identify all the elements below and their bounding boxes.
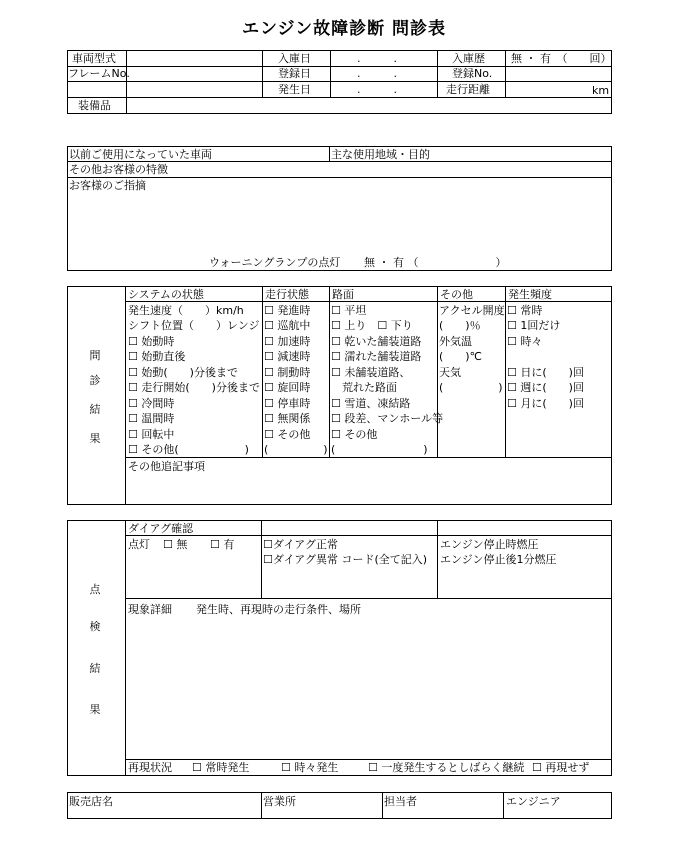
phenomenon-detail-hint: 発生時、再現時の走行条件、場所	[196, 603, 361, 616]
system-item-shift[interactable]: シフト位置（ ）レンジ	[128, 319, 260, 332]
road-item-rough: 荒れた路面	[331, 381, 397, 394]
diag-check-header: ダイアグ確認	[128, 522, 194, 535]
road-item-slope[interactable]: ☐ 上り ☐ 下り	[331, 319, 413, 332]
running-item-decel[interactable]: ☐ 減速時	[264, 350, 311, 363]
occurrence-date-value[interactable]: . .	[357, 83, 397, 96]
frequency-item-sometimes[interactable]: ☐ 時々	[507, 335, 543, 348]
occurrence-date-label: 発生日	[278, 83, 311, 96]
other-header: その他	[440, 288, 473, 301]
running-item-stopped[interactable]: ☐ 停車時	[264, 397, 311, 410]
diag-abnormal-checkbox[interactable]: ☐ダイアグ異常 コード(全て記入)	[263, 553, 428, 566]
inspection-section-char-2: 検	[89, 620, 101, 633]
other-item-weather: 天気	[439, 366, 461, 379]
road-item-bumps[interactable]: ☐ 段差、マンホール等	[331, 412, 444, 425]
running-item-braking[interactable]: ☐ 制動時	[264, 366, 311, 379]
inspection-section-char-1: 点	[89, 583, 101, 596]
system-item-start[interactable]: ☐ 始動時	[128, 335, 175, 348]
road-surface-header: 路面	[332, 288, 354, 301]
frequency-item-once[interactable]: ☐ 1回だけ	[507, 319, 561, 332]
entry-date-value[interactable]: . .	[357, 52, 397, 65]
registration-date-label: 登録日	[278, 67, 311, 80]
running-item-turning[interactable]: ☐ 旋回時	[264, 381, 311, 394]
staff-in-charge-label: 担当者	[384, 795, 417, 808]
entry-history-label: 入庫歴	[452, 52, 485, 65]
lamp-no-checkbox[interactable]: ☐ 無	[163, 538, 188, 551]
interview-section-char-2: 診	[89, 374, 101, 387]
road-item-snow-ice[interactable]: ☐ 雪道、凍結路	[331, 397, 411, 410]
registration-date-value[interactable]: . .	[357, 67, 397, 80]
reproduction-status-label: 再現状況	[128, 761, 172, 774]
mileage-unit: km	[592, 84, 610, 97]
road-item-other-detail[interactable]: ( )	[331, 443, 428, 456]
entry-date-label: 入庫日	[278, 52, 311, 65]
system-item-minutes-after-drive[interactable]: ☐ 走行開始( )分後まで	[128, 381, 260, 394]
frame-no-label: フレームNo.	[68, 67, 130, 80]
equipment-label: 装備品	[78, 99, 111, 112]
phenomenon-detail-label: 現象詳細	[128, 603, 172, 616]
system-item-rotating[interactable]: ☐ 回転中	[128, 428, 175, 441]
other-item-outside-temp-value[interactable]: ( )℃	[439, 350, 482, 363]
lamp-yes-checkbox[interactable]: ☐ 有	[210, 538, 235, 551]
road-item-unpaved[interactable]: ☐ 未舗装道路、	[331, 366, 411, 379]
frequency-item-per-month[interactable]: ☐ 月に( )回	[507, 397, 584, 410]
system-item-speed[interactable]: 発生速度（ ）km/h	[128, 304, 244, 317]
system-item-other[interactable]: ☐ その他( )	[128, 443, 249, 456]
frequency-item-per-day[interactable]: ☐ 日に( )回	[507, 366, 584, 379]
engineer-label: エンジニア	[506, 795, 561, 808]
frequency-item-always[interactable]: ☐ 常時	[507, 304, 543, 317]
running-item-other-detail[interactable]: ( )	[264, 443, 328, 456]
road-item-flat[interactable]: ☐ 平坦	[331, 304, 367, 317]
interview-section-char-1: 問	[89, 349, 101, 362]
customer-features-label: その他お客様の特徴	[69, 163, 168, 176]
warning-lamp-label: ウォーニングランプの点灯	[209, 256, 341, 269]
reproduction-option-always[interactable]: ☐ 常時発生	[192, 761, 250, 774]
system-state-header: システムの状態	[128, 288, 204, 301]
dealer-name-label: 販売店名	[69, 795, 113, 808]
running-item-accel[interactable]: ☐ 加速時	[264, 335, 311, 348]
vehicle-model-label: 車両型式	[72, 52, 116, 65]
inspection-section-char-4: 果	[89, 703, 101, 716]
reproduction-option-not-reproduced[interactable]: ☐ 再現せず	[532, 761, 590, 774]
system-item-warm[interactable]: ☐ 温間時	[128, 412, 175, 425]
frequency-header: 発生頻度	[508, 288, 552, 301]
lamp-label: 点灯	[128, 538, 150, 551]
inspection-section-char-3: 結	[89, 662, 101, 675]
registration-no-label: 登録No.	[452, 67, 493, 80]
reproduction-option-sometimes[interactable]: ☐ 時々発生	[281, 761, 339, 774]
customer-comments-label: お客様のご指摘	[69, 179, 146, 192]
running-item-start[interactable]: ☐ 発進時	[264, 304, 311, 317]
other-item-weather-value[interactable]: ( )	[439, 381, 503, 394]
fuel-pressure-stop-label: エンジン停止時燃圧	[440, 538, 539, 551]
running-state-header: 走行状態	[265, 288, 309, 301]
diag-normal-checkbox[interactable]: ☐ダイアグ正常	[263, 538, 338, 551]
other-item-throttle-value[interactable]: ( )％	[439, 319, 481, 332]
running-item-other[interactable]: ☐ その他	[264, 428, 311, 441]
reproduction-option-continues[interactable]: ☐ 一度発生するとしばらく継続	[368, 761, 525, 774]
system-item-minutes-after-start[interactable]: ☐ 始動( )分後まで	[128, 366, 238, 379]
running-item-cruising[interactable]: ☐ 巡航中	[264, 319, 311, 332]
sales-office-label: 営業所	[263, 795, 296, 808]
other-item-outside-temp: 外気温	[439, 335, 472, 348]
interview-section-char-4: 果	[89, 432, 101, 445]
road-item-other[interactable]: ☐ その他	[331, 428, 378, 441]
page-title: エンジン故障診断 問診表	[241, 19, 447, 39]
system-item-after-start[interactable]: ☐ 始動直後	[128, 350, 186, 363]
road-item-dry-paved[interactable]: ☐ 乾いた舗装道路	[331, 335, 422, 348]
usage-purpose-label: 主な使用地域・目的	[331, 148, 430, 161]
road-item-wet-paved[interactable]: ☐ 濡れた舗装道路	[331, 350, 422, 363]
additional-notes-label: その他追記事項	[128, 460, 205, 473]
previous-vehicle-label: 以前ご使用になっていた車両	[69, 148, 212, 161]
interview-section-char-3: 結	[89, 403, 101, 416]
warning-lamp-value[interactable]: 無 ・ 有 （ ）	[364, 256, 507, 269]
fuel-pressure-after-label: エンジン停止後1分燃圧	[440, 553, 557, 566]
mileage-label: 走行距離	[446, 83, 490, 96]
system-item-cold[interactable]: ☐ 冷間時	[128, 397, 175, 410]
entry-history-value[interactable]: 無 ・ 有 （ 回）	[511, 52, 612, 65]
running-item-unrelated[interactable]: ☐ 無関係	[264, 412, 311, 425]
frequency-item-per-week[interactable]: ☐ 週に( )回	[507, 381, 584, 394]
other-item-throttle: アクセル開度	[439, 304, 505, 317]
